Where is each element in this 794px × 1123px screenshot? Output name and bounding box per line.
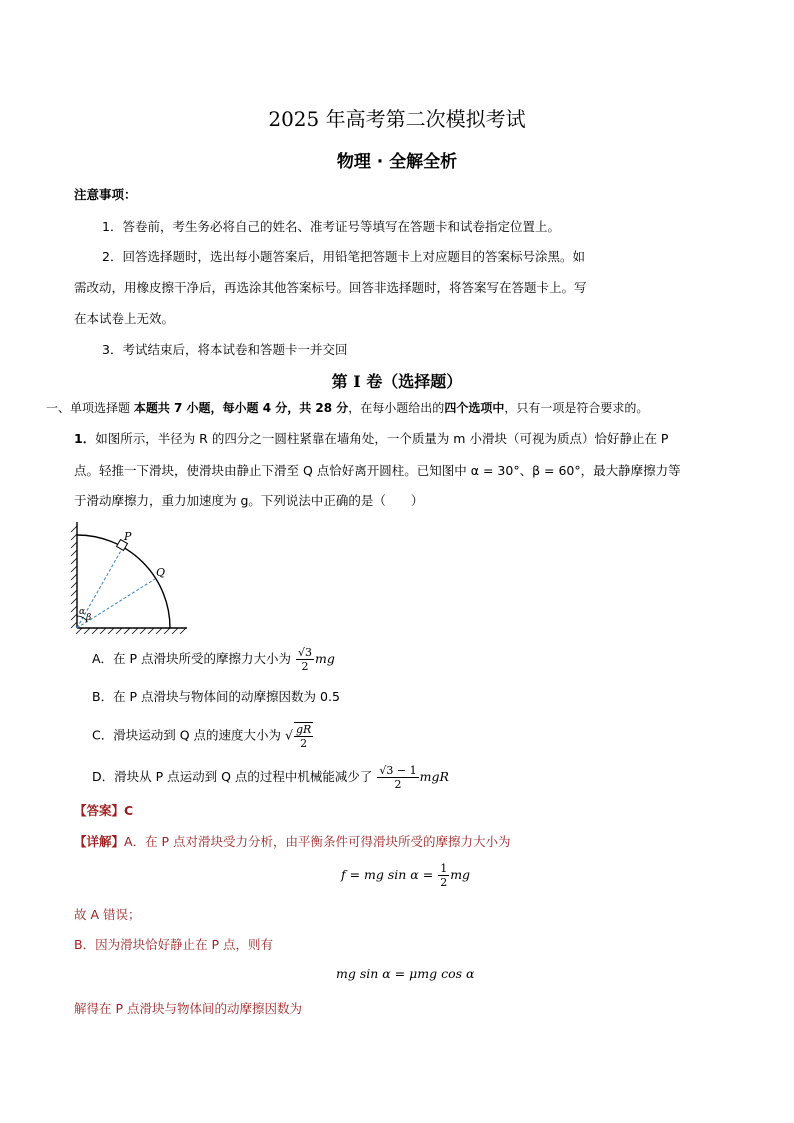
answer-value: C [124, 803, 134, 818]
option-b[interactable]: B．在 P 点滑块与物体间的动摩擦因数为 0.5 [92, 689, 340, 704]
notice-heading: 注意事项： [74, 187, 137, 202]
detail-label: 【详解】 [74, 834, 125, 849]
formula-1-den: 2 [440, 876, 448, 889]
question-1-line-3: 于滑动摩擦力，重力加速度为 g。下列说法中正确的是（ ） [74, 493, 424, 508]
option-d-den: 2 [394, 778, 402, 791]
option-d[interactable] [92, 764, 449, 791]
notice-item-1: 1．答卷前，考生务必将自己的姓名、准考证号等填写在答题卡和试卷指定位置上。 [102, 219, 560, 234]
instruction-mid: ，在每小题给出的 [348, 401, 445, 415]
option-d-num: √3 − 1 [379, 764, 417, 777]
question-number: 1． [74, 431, 96, 446]
formula-1-right: mg [450, 867, 471, 882]
label-q: Q [156, 566, 166, 579]
option-a-fraction [296, 646, 314, 673]
option-c-fraction [294, 722, 313, 750]
label-beta: β [86, 613, 92, 623]
option-c-num: gR [295, 723, 312, 736]
exam-title: 2025 年高考第二次模拟考试 [268, 107, 526, 131]
option-d-tail: mgR [419, 769, 449, 784]
question-1-line-2: 点。轻推一下滑块，使滑块由静止下滑至 Q 点恰好离开圆柱。已知图中 α = 30°、β = 60°，最大静摩擦力等 [74, 463, 681, 478]
detail-line-1 [74, 833, 511, 851]
instruction-suffix: ，只有一项是符合要求的。 [504, 401, 649, 415]
notice-item-2-line-2: 需改动，用橡皮擦干净后，再选涂其他答案标号。回答非选择题时，将答案写在答题卡上。写 [74, 280, 587, 295]
option-a-num: √3 [298, 646, 313, 659]
option-c[interactable] [92, 722, 314, 750]
exam-subtitle: 物理 · 全解全析 [336, 152, 458, 172]
answer-label: 【答案】 [74, 803, 125, 818]
answer-line [74, 802, 133, 820]
option-a-tail: mg [315, 651, 335, 666]
formula-1-fraction [438, 862, 449, 889]
option-c-den: 2 [300, 737, 308, 750]
label-p: P [124, 530, 132, 543]
section-title: 第 I 卷（选择题） [331, 372, 463, 391]
instruction-bold-2: 四个选项中 [444, 401, 505, 415]
option-a-text: A．在 P 点滑块所受的摩擦力大小为 [92, 651, 292, 666]
option-c-text: C．滑块运动到 Q 点的速度大小为 [92, 727, 282, 743]
sqrt-symbol: √ [285, 727, 293, 743]
label-alpha: α [79, 607, 86, 617]
wall-hatch [71, 526, 77, 628]
formula-2: mg sin α = μmg cos α [336, 966, 475, 981]
detail-line-2: 故 A 错误； [74, 907, 141, 922]
question-1-text-1: 如图所示，半径为 R 的四分之一圆柱紧靠在墙角处，一个质量为 m 小滑块（可视为质点）恰好静止在 P [95, 431, 669, 446]
floor-hatch [76, 628, 186, 634]
detail-line-4: 解得在 P 点滑块与物体间的动摩擦因数为 [74, 1001, 302, 1016]
notice-item-3: 3．考试结束后，将本试卷和答题卡一并交回 [102, 342, 348, 357]
notice-item-2-line-3: 在本试卷上无效。 [74, 311, 175, 326]
option-d-fraction [377, 764, 418, 791]
option-a-den: 2 [301, 660, 309, 673]
detail-line-3: B．因为滑块恰好静止在 P 点，则有 [74, 937, 274, 952]
question-1-line-1 [74, 430, 668, 448]
section-instruction [46, 399, 648, 417]
option-d-text: D．滑块从 P 点运动到 Q 点的过程中机械能减少了 [92, 769, 373, 784]
quarter-cylinder-figure [66, 520, 191, 636]
detail-text-1: A．在 P 点对滑块受力分析，由平衡条件可得滑块所受的摩擦力大小为 [124, 834, 511, 849]
option-a[interactable] [92, 646, 335, 673]
formula-1 [341, 862, 470, 889]
notice-item-2-line-1: 2．回答选择题时，选出每小题答案后，用铅笔把答题卡上对应题目的答案标号涂黑。如 [102, 249, 585, 264]
formula-1-num: 1 [440, 862, 448, 875]
instruction-prefix: 一、单项选择题 [46, 401, 134, 415]
formula-1-left: f = mg sin α = [341, 867, 434, 882]
instruction-bold: 本题共 7 小题，每小题 4 分，共 28 分 [133, 401, 349, 415]
